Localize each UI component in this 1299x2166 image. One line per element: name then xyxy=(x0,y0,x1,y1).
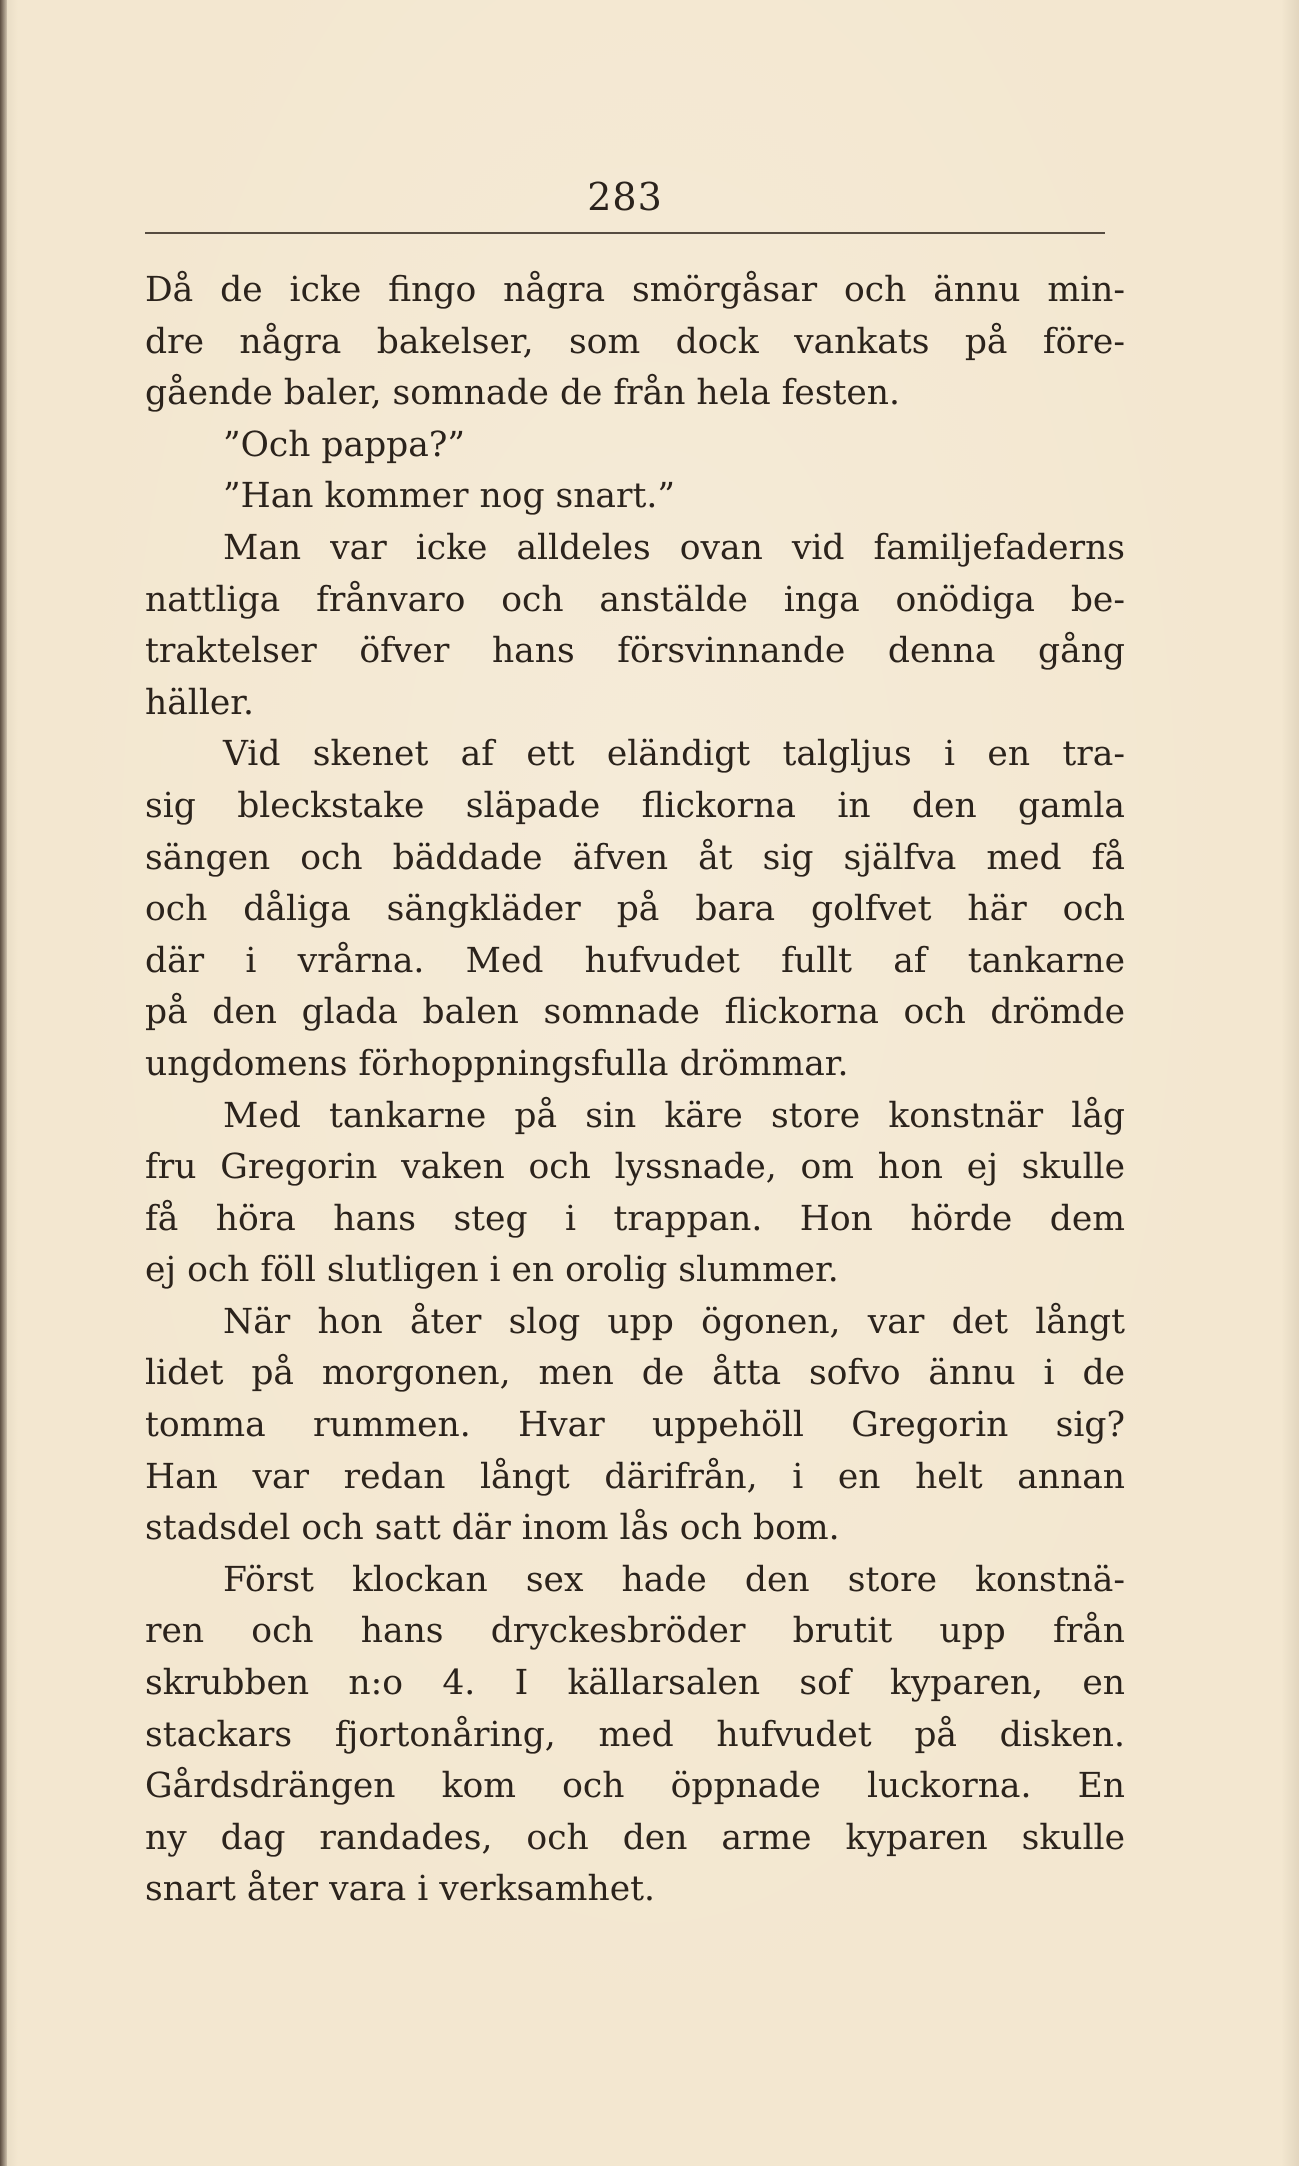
text-line: Först klockan sex hade den store konstnä- xyxy=(223,1559,1125,1600)
text-line: dre några bakelser, som dock vankats på före- xyxy=(145,321,1125,362)
text-line: Gårdsdrängen kom och öppnade luckorna. En xyxy=(145,1766,1125,1807)
text-line: ”Och pappa?” xyxy=(223,424,465,465)
page-edge-shadow xyxy=(0,0,7,2166)
text-line: Då de icke fingo några smörgåsar och ännu min- xyxy=(145,270,1125,310)
text-line: nattliga frånvaro och anstälde inga onödiga be- xyxy=(145,579,1125,620)
text-line: ungdomens förhoppningsfulla drömmar. xyxy=(145,1043,849,1084)
text-line: stadsdel och satt där inom lås och bom. xyxy=(145,1508,840,1549)
text-line: sängen och bäddade äfven åt sig själfva med få xyxy=(145,837,1125,878)
text-line: sig bleckstake släpade flickorna in den gamla xyxy=(145,785,1125,826)
text-line: Vid skenet af ett eländigt talgljus i en tra- xyxy=(223,734,1125,775)
text-line: ”Han kommer nog snart.” xyxy=(223,476,675,517)
page-number: 283 xyxy=(587,175,663,219)
body-text xyxy=(145,265,1125,1916)
text-line: där i vrårna. Med hufvudet fullt af tankarne xyxy=(145,940,1125,981)
text-line: häller. xyxy=(145,682,254,723)
text-line: ej och föll slutligen i en orolig slummer. xyxy=(145,1250,839,1291)
text-line: ny dag randades, och den arme kyparen skulle xyxy=(145,1817,1125,1858)
text-line: fru Gregorin vaken och lyssnade, om hon ej skulle xyxy=(145,1147,1125,1188)
text-line: traktelser öfver hans försvinnande denna gång xyxy=(145,631,1125,672)
text-line: stackars fjortonåring, med hufvudet på disken. xyxy=(145,1714,1125,1755)
text-line: lidet på morgonen, men de åtta sofvo ännu i de xyxy=(145,1353,1125,1394)
text-line: Med tankarne på sin käre store konstnär låg xyxy=(223,1095,1125,1136)
page-header xyxy=(145,170,1105,240)
text-line: på den glada balen somnade flickorna och drömde xyxy=(145,992,1125,1033)
text-line: gående baler, somnade de från hela festen. xyxy=(145,373,900,414)
text-line: och dåliga sängkläder på bara golfvet här och xyxy=(145,889,1125,930)
text-line: ren och hans dryckesbröder brutit upp från xyxy=(145,1611,1125,1652)
text-line: få höra hans steg i trappan. Hon hörde dem xyxy=(145,1198,1125,1239)
text-line: Man var icke alldeles ovan vid familjefaderns xyxy=(223,527,1125,568)
text-line: När hon åter slog upp ögonen, var det långt xyxy=(223,1301,1125,1342)
text-line: Han var redan långt därifrån, i en helt annan xyxy=(145,1456,1125,1497)
text-line: skrubben n:o 4. I källarsalen sof kyparen, en xyxy=(145,1663,1125,1704)
text-line: snart åter vara i verksamhet. xyxy=(145,1869,655,1910)
header-rule xyxy=(145,232,1105,234)
text-line: tomma rummen. Hvar uppehöll Gregorin sig? xyxy=(145,1405,1125,1446)
